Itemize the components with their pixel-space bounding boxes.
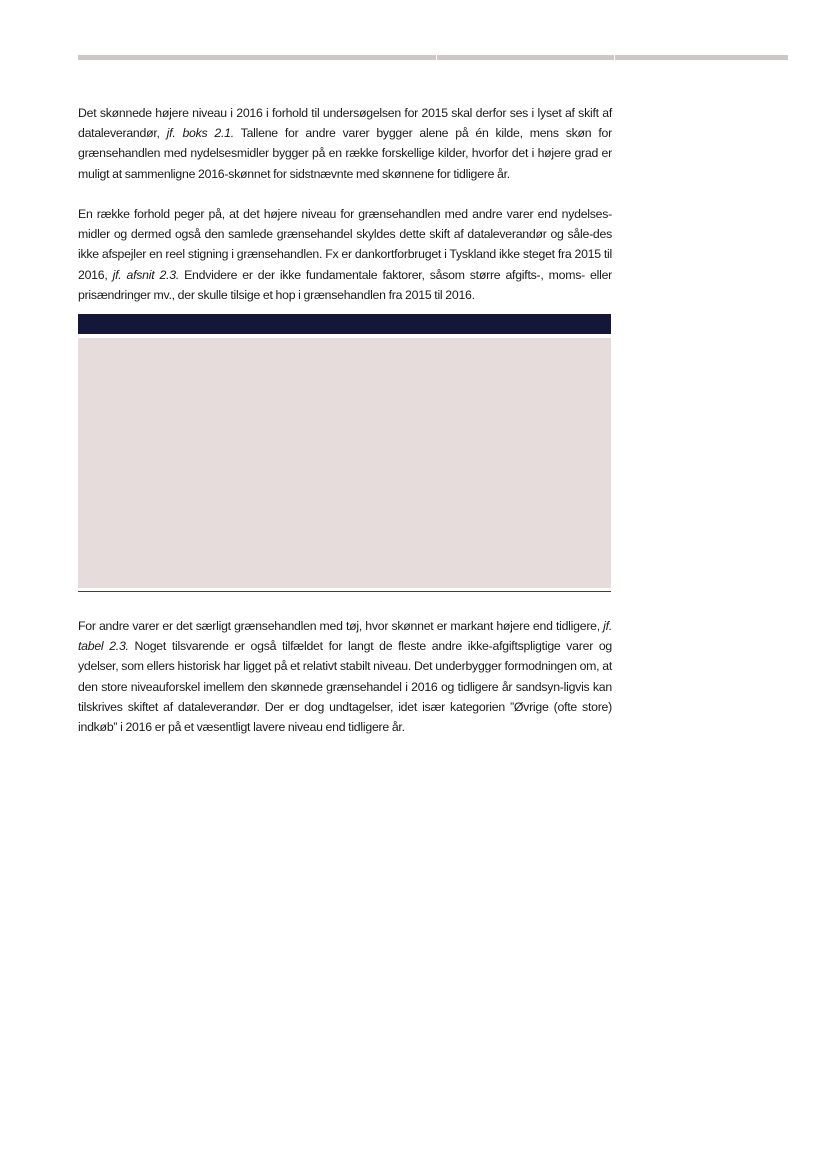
cross-reference-tabel-2-3: jf. tabel 2.3. xyxy=(78,619,612,654)
info-box-bottom-rule xyxy=(78,591,611,592)
cross-reference-afsnit-2-3: jf. afsnit 2.3. xyxy=(112,267,179,282)
body-paragraph-1 xyxy=(78,103,612,184)
info-box xyxy=(78,314,611,592)
cross-reference-boks-2-1: jf. boks 2.1. xyxy=(166,126,234,141)
paragraph-text: Det skønnede højere niveau i 2016 i forhold til undersøgelsen for 2015 skal derfor ses i lyset af skift af dataleverandør, xyxy=(78,106,612,141)
body-paragraph-2 xyxy=(78,204,612,305)
info-box-body xyxy=(78,338,611,588)
header-rule-divider xyxy=(436,55,437,60)
paragraph-text: Noget tilsvarende er også tilfældet for langt de fleste andre ikke-afgiftspligtige varer og ydelser, som ellers historisk har ligget på et relativt stabilt niveau. Det underbygger formodningen om, at den store niveauforskel imellem den skønnede grænsehandel i 2016 og tidligere år sandsyn-ligvis kan tilskrives skiftet af dataleverandør. Der er dog undtagelser, idet især kategorien ”Øvrige (ofte store) indkøb” i 2016 er på et væsentligt lavere niveau end tidligere år. xyxy=(78,639,613,735)
info-box-header xyxy=(78,314,611,334)
paragraph-text: Endvidere er der ikke fundamentale faktorer, såsom større afgifts-, moms- eller prisændringer mv., der skulle tilsige et hop i grænsehandlen fra 2015 til 2016. xyxy=(78,267,613,302)
paragraph-text: En række forhold peger på, at det højere niveau for grænsehandlen med andre varer end nydelses-midler og dermed også den samlede grænsehandel skyldes dette skift af dataleverandør og såle-des ikke afspejler en reel stigning i grænsehandlen. Fx er dankortforbruget i Tyskland ikke steget fra 2015 til 2016, xyxy=(78,207,612,282)
paragraph-text: For andre varer er det særligt grænsehandlen med tøj, hvor skønnet er markant højere end tidligere, xyxy=(78,619,604,633)
paragraph-text: Tallene for andre varer bygger alene på én kilde, mens skøn for grænsehandlen med nydelsesmidler bygger på en række forskellige kilder, hvorfor det i højere grad er muligt at sammenligne 2016-skønnet for sidstnævnte med skønnene for tidligere år. xyxy=(78,126,612,181)
page-header-rule xyxy=(78,55,788,60)
header-rule-divider xyxy=(614,55,615,60)
body-paragraph-3 xyxy=(78,616,612,737)
